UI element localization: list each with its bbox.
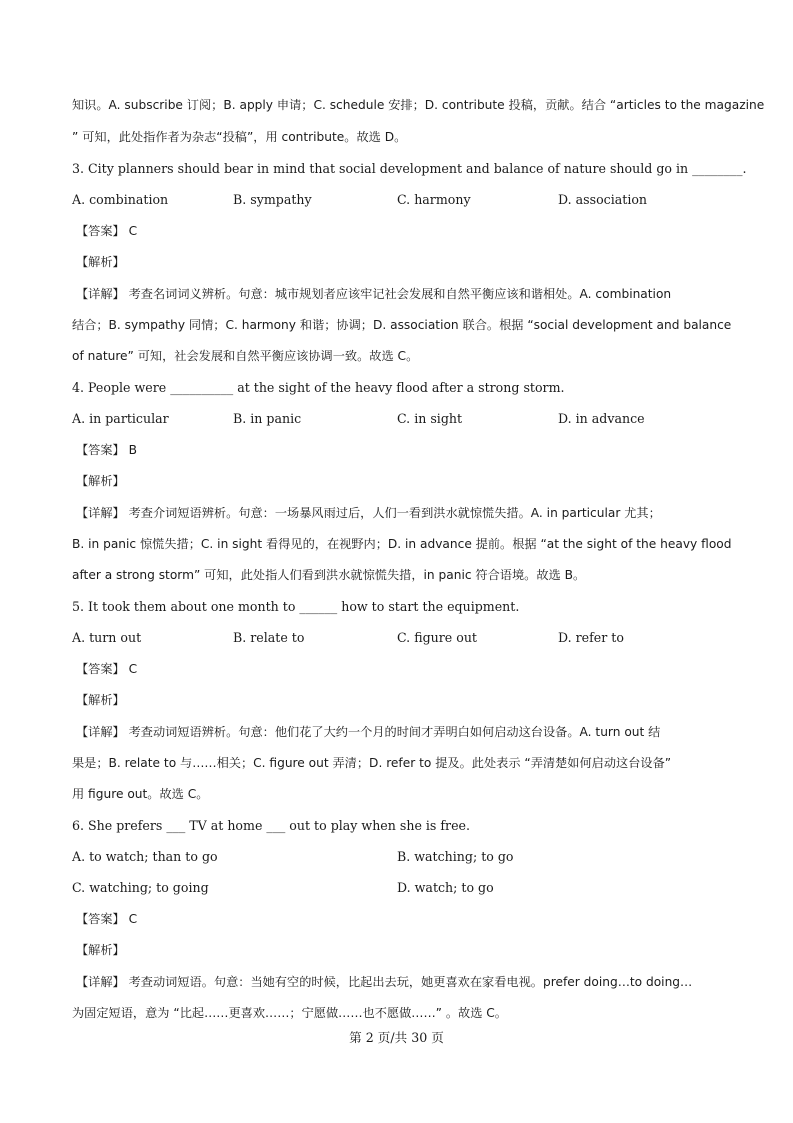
question-4-answer: 【答案】 B (76, 443, 137, 457)
question-6-option-c: C. watching; to going (72, 880, 209, 895)
question-5-detail-line-3: 用 figure out。故选 C。 (72, 787, 209, 801)
question-4-option-d: D. in advance (558, 411, 645, 426)
prev-explanation-line-1: 知识。A. subscribe 订阅；B. apply 申请；C. schedule 安排；D. contribute 投稿，贡献。结合 “articles to the magazine (72, 98, 765, 112)
question-3-option-b: B. sympathy (233, 192, 312, 207)
question-6-option-a: A. to watch; than to go (72, 849, 218, 864)
question-5-answer: 【答案】 C (76, 662, 138, 676)
prev-explanation-line-2: ” 可知，此处指作者为杂志“投稿”，用 contribute。故选 D。 (72, 130, 407, 144)
question-5-stem: 5. It took them about one month to ______ how to start the equipment. (72, 599, 520, 614)
question-4-detail-line-2: B. in panic 惊慌失措；C. in sight 看得见的，在视野内；D. in advance 提前。根据 “at the sight of the heavy flood (72, 537, 732, 551)
question-3-option-a: A. combination (72, 192, 169, 207)
question-5-option-c: C. figure out (397, 630, 477, 645)
question-6-answer: 【答案】 C (76, 912, 138, 926)
question-6-detail-line-2: 为固定短语，意为 “比起……更喜欢……；宁愿做……也不愿做……” 。故选 C。 (72, 1006, 507, 1020)
question-3-option-c: C. harmony (397, 192, 471, 207)
question-4-detail-line-1: 【详解】 考查介词短语辨析。句意：一场暴风雨过后，人们一看到洪水就惊慌失措。A. in particular 尤其； (76, 506, 661, 520)
question-5-option-d: D. refer to (558, 630, 624, 645)
question-4-option-b: B. in panic (233, 411, 302, 426)
question-4-detail-line-3: after a strong storm” 可知，此处指人们看到洪水就惊慌失措，in panic 符合语境。故选 B。 (72, 568, 586, 582)
question-5-option-a: A. turn out (72, 630, 142, 645)
question-4-option-a: A. in particular (72, 411, 169, 426)
question-3-stem: 3. City planners should bear in mind that social development and balance of nature should go in ________. (72, 161, 747, 176)
question-6-option-b: B. watching; to go (397, 849, 514, 864)
question-5-detail-line-1: 【详解】 考查动词短语辨析。句意：他们花了大约一个月的时间才弄明白如何启动这台设备。A. turn out 结 (76, 725, 661, 739)
question-6-stem: 6. She prefers ___ TV at home ___ out to play when she is free. (72, 818, 470, 833)
question-6-option-d: D. watch; to go (397, 880, 494, 895)
page-number-footer: 第 2 页/共 30 页 (349, 1030, 444, 1045)
question-6-detail-line-1: 【详解】 考查动词短语。句意：当她有空的时候，比起出去玩，她更喜欢在家看电视。prefer doing…to doing… (76, 975, 693, 989)
question-3-analysis-label: 【解析】 (76, 255, 125, 269)
question-3-option-d: D. association (558, 192, 648, 207)
question-4-stem: 4. People were __________ at the sight of the heavy flood after a strong storm. (72, 380, 565, 395)
question-5-detail-line-2: 果是；B. relate to 与……相关；C. figure out 弄清；D. refer to 提及。此处表示 “弄清楚如何启动这台设备” (72, 756, 672, 770)
question-5-option-b: B. relate to (233, 630, 305, 645)
question-3-detail-line-2: 结合；B. sympathy 同情；C. harmony 和谐；协调；D. association 联合。根据 “social development and balance (72, 318, 732, 332)
question-3-answer: 【答案】 C (76, 224, 138, 238)
question-5-analysis-label: 【解析】 (76, 693, 125, 707)
question-3-detail-line-1: 【详解】 考查名词词义辨析。句意：城市规划者应该牢记社会发展和自然平衡应该和谐相处。A. combination (76, 287, 672, 301)
question-4-analysis-label: 【解析】 (76, 474, 125, 488)
question-3-detail-line-3: of nature” 可知，社会发展和自然平衡应该协调一致。故选 C。 (72, 349, 419, 363)
question-4-option-c: C. in sight (397, 411, 463, 426)
question-6-analysis-label: 【解析】 (76, 943, 125, 957)
